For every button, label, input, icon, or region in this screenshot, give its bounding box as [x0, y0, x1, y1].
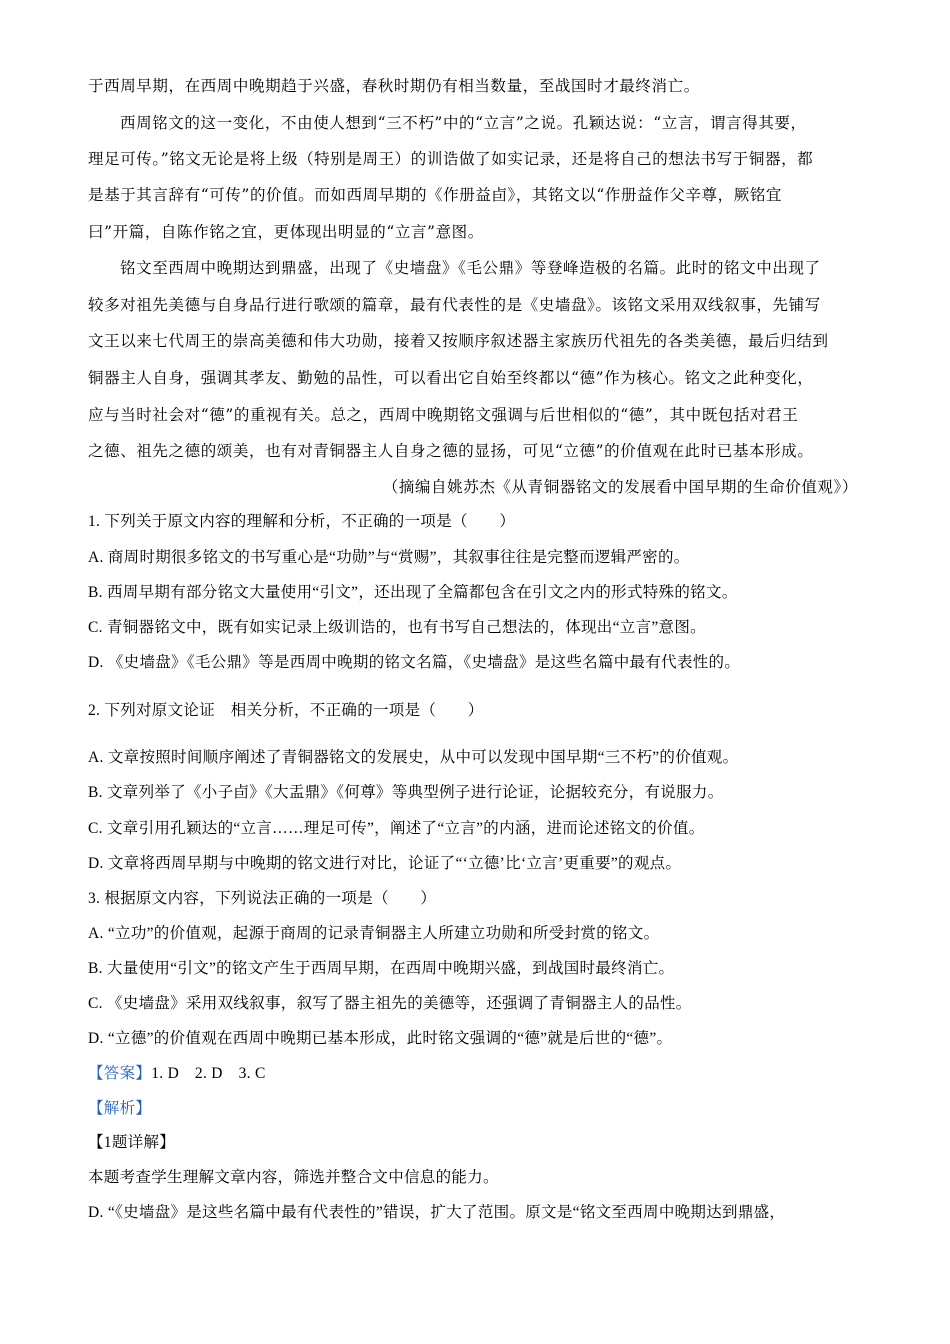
- passage-line: 铭文至西周中晚期达到鼎盛，出现了《史墙盘》《毛公鼎》等登峰造极的名篇。此时的铭文中出现了: [120, 259, 821, 277]
- answer-line: [88, 1062, 266, 1086]
- passage-line: 之德、祖先之德的颂美，也有对青铜器主人自身之德的显扬，可见“立德”的价值观在此时已基本形成。: [88, 442, 814, 460]
- question-option: C. 文章引用孔颖达的“立言……理足可传”，阐述了“立言”的内涵，进而论述铭文的价值。: [88, 820, 705, 837]
- question-option: D. “立德”的价值观在西周中晚期已基本形成，此时铭文强调的“德”就是后世的“德”。: [88, 1030, 673, 1047]
- question-option: C. 《史墙盘》采用双线叙事，叙写了器主祖先的美德等，还强调了青铜器主人的品性。: [88, 995, 692, 1012]
- passage-line: 曰”开篇，自陈作铭之宜，更体现出明显的“立言”意图。: [88, 223, 484, 241]
- analysis-subheading: 【1题详解】: [88, 1134, 176, 1151]
- passage-line: 理足可传。”铭文无论是将上级（特别是周王）的训诰做了如实记录，还是将自己的想法书写于铜器，都: [88, 150, 814, 168]
- answer-text: 1. D 2. D 3. C: [151, 1065, 266, 1082]
- question-option: C. 青铜器铭文中，既有如实记录上级训诰的，也有书写自己想法的，体现出“立言”意图。: [88, 619, 706, 636]
- passage-line: 应与当时社会对“德”的重视有关。总之，西周中晚期铭文强调与后世相似的“德”，其中既包括对君王: [88, 406, 799, 424]
- passage-line: 西周铭文的这一变化，不由使人想到“三不朽”中的“立言”之说。孔颖达说：“立言，谓言得其要，: [120, 114, 807, 132]
- question-option: A. “立功”的价值观，起源于商周的记录青铜器主人所建立功勋和所受封赏的铭文。: [88, 925, 660, 942]
- question-stem: 2. 下列对原文论证 相关分析，不正确的一项是（ ）: [88, 702, 484, 719]
- question-option: A. 商周时期很多铭文的书写重心是“功勋”与“赏赐”，其叙事往往是完整而逻辑严密的。: [88, 549, 690, 566]
- question-stem: 3. 根据原文内容，下列说法正确的一项是（ ）: [88, 890, 437, 907]
- passage-line: 铜器主人自身，强调其孝友、勤勉的品性，可以看出它自始至终都以“德”作为核心。铭文之此种变化，: [88, 369, 814, 387]
- passage-source: （摘编自姚苏杰《从青铜器铭文的发展看中国早期的生命价值观》）: [382, 478, 858, 496]
- question-option: D. 文章将西周早期与中晚期的铭文进行对比，论证了“‘立德’比‘立言’更重要”的观点。: [88, 855, 682, 872]
- passage-line: 文王以来七代周王的崇高美德和伟大功勋，接着又按顺序叙述器主家族历代祖先的各类美德，最后归结到: [88, 332, 829, 350]
- passage-line: 较多对祖先美德与自身品行进行歌颂的篇章，最有代表性的是《史墙盘》。该铭文采用双线叙事，先铺写: [88, 296, 821, 314]
- analysis-line: 本题考查学生理解文章内容，筛选并整合文中信息的能力。: [88, 1169, 499, 1186]
- question-option: B. 文章列举了《小子卣》《大盂鼎》《何尊》等典型例子进行论证，论据较充分，有说服力。: [88, 784, 724, 801]
- question-option: B. 大量使用“引文”的铭文产生于西周早期，在西周中晚期兴盛，到战国时最终消亡。: [88, 960, 675, 977]
- question-option: B. 西周早期有部分铭文大量使用“引文”，还出现了全篇都包含在引文之内的形式特殊的铭文。: [88, 584, 738, 601]
- passage-line: 于西周早期，在西周中晚期趋于兴盛，春秋时期仍有相当数量，至战国时才最终消亡。: [88, 77, 700, 95]
- question-option: A. 文章按照时间顺序阐述了青铜器铭文的发展史，从中可以发现中国早期“三不朽”的价值观。: [88, 749, 739, 766]
- question-stem: 1. 下列关于原文内容的理解和分析，不正确的一项是（ ）: [88, 513, 516, 530]
- analysis-line: D. “《史墙盘》是这些名篇中最有代表性的”错误，扩大了范围。原文是“铭文至西周中晚期达到鼎盛，: [88, 1204, 786, 1221]
- analysis-tag: 【解析】: [88, 1100, 152, 1117]
- question-option: D. 《史墙盘》《毛公鼎》等是西周中晚期的铭文名篇，《史墙盘》是这些名篇中最有代表性的。: [88, 654, 741, 671]
- passage-line: 是基于其言辞有“可传”的价值。而如西周早期的《作册益卣》，其铭文以“作册益作父辛尊，厥铭宜: [88, 186, 783, 204]
- answer-tag: 【答案】: [88, 1065, 152, 1082]
